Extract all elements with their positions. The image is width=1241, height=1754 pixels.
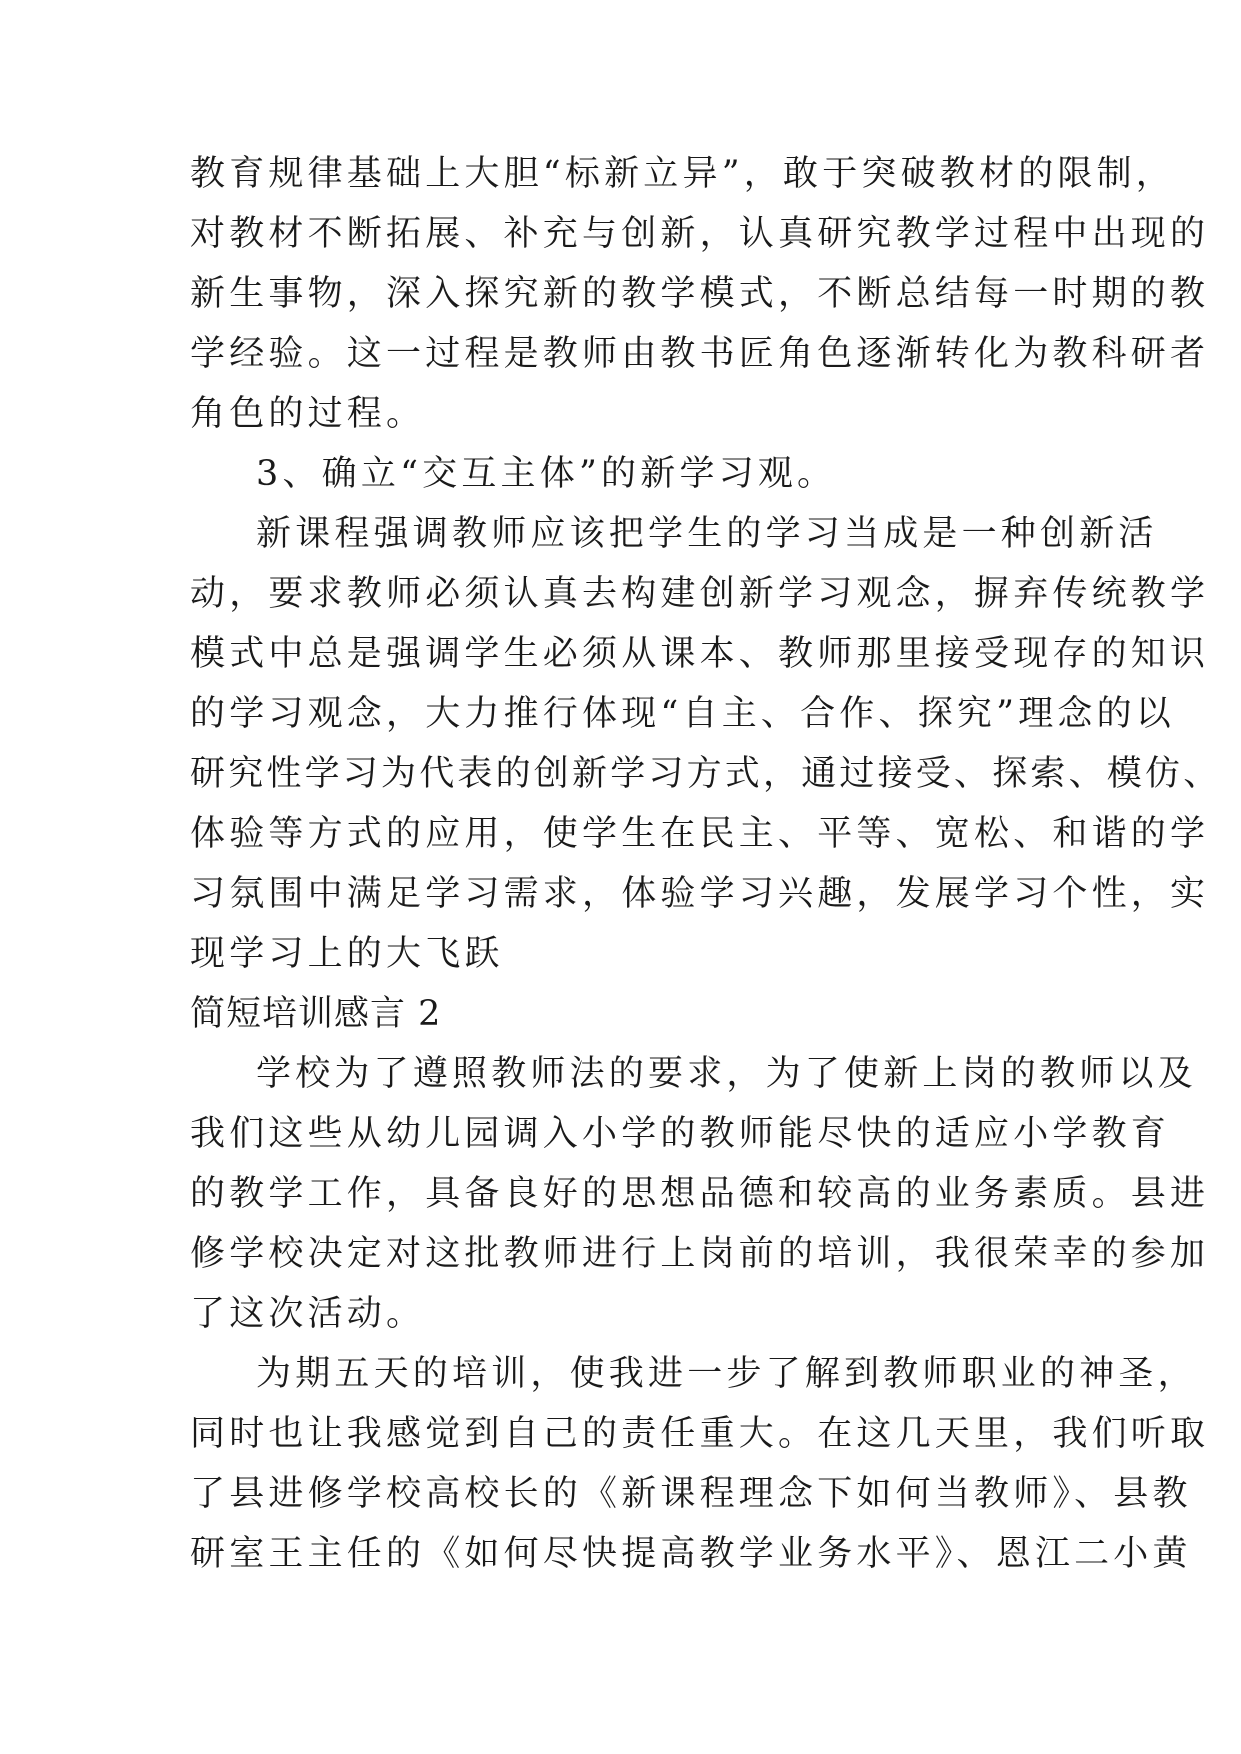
section-subheading: 3、确立“交互主体”的新学习观。: [256, 454, 837, 494]
body-text-line: 角色的过程。: [190, 394, 426, 434]
paragraph-first-line: 新课程强调教师应该把学生的学习当成是一种创新活: [256, 514, 1158, 554]
body-text-line: 研究性学习为代表的创新学习方式，通过接受、探索、模仿、: [190, 754, 1222, 794]
body-text-line: 同时也让我感觉到自己的责任重大。在这几天里，我们听取: [190, 1414, 1210, 1454]
body-text-line: 修学校决定对这批教师进行上岗前的培训，我很荣幸的参加: [190, 1234, 1210, 1274]
body-text-line: 学经验。这一过程是教师由教书匠角色逐渐转化为教科研者: [190, 334, 1210, 374]
body-text-line: 教育规律基础上大胆“标新立异”，敢于突破教材的限制，: [190, 154, 1175, 194]
body-text-line: 研室王主任的《如何尽快提高教学业务水平》、恩江二小黄: [190, 1534, 1192, 1574]
body-text-line: 体验等方式的应用，使学生在民主、平等、宽松、和谐的学: [190, 814, 1210, 854]
paragraph-first-line: 学校为了遵照教师法的要求，为了使新上岗的教师以及: [256, 1054, 1197, 1094]
body-text-line: 动，要求教师必须认真去构建创新学习观念，摒弃传统教学: [190, 574, 1210, 614]
body-text-line: 新生事物，深入探究新的教学模式，不断总结每一时期的教: [190, 274, 1210, 314]
body-text-line: 我们这些从幼儿园调入小学的教师能尽快的适应小学教育: [190, 1114, 1171, 1154]
body-text-line: 的教学工作，具备良好的思想品德和较高的业务素质。县进: [190, 1174, 1210, 1214]
body-text-line: 了这次活动。: [190, 1294, 426, 1334]
body-text-line: 习氛围中满足学习需求，体验学习兴趣，发展学习个性，实: [190, 874, 1210, 914]
article-heading: 简短培训感言 2: [190, 994, 442, 1034]
body-text-line: 了县进修学校高校长的《新课程理念下如何当教师》、县教: [190, 1474, 1192, 1514]
body-text-line: 对教材不断拓展、补充与创新，认真研究教学过程中出现的: [190, 214, 1210, 254]
paragraph-first-line: 为期五天的培训，使我进一步了解到教师职业的神圣，: [256, 1354, 1197, 1394]
body-text-line: 的学习观念，大力推行体现“自主、合作、探究”理念的以: [190, 694, 1175, 734]
body-text-line: 现学习上的大飞跃: [190, 934, 504, 974]
body-text-line: 模式中总是强调学生必须从课本、教师那里接受现存的知识: [190, 634, 1210, 674]
